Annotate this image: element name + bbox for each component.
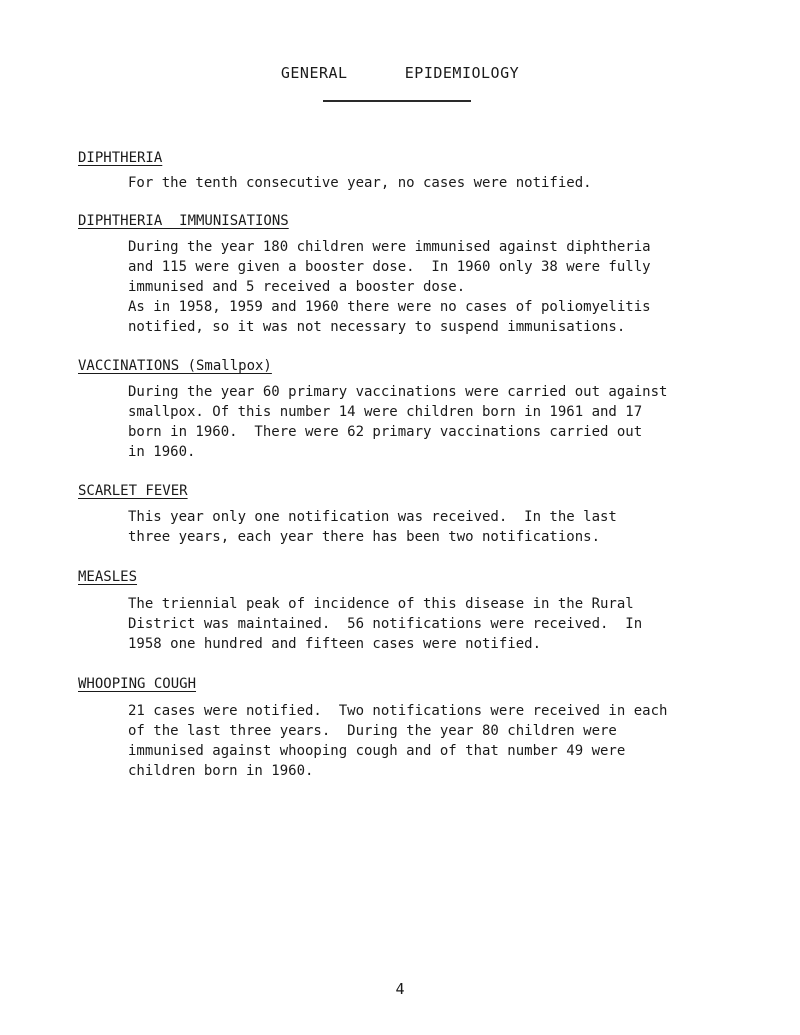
section-paragraph xyxy=(128,237,788,337)
paragraph-line: During the year 180 children were immunised against diphtheria xyxy=(128,239,651,255)
paragraph-line: three years, each year there has been two notifications. xyxy=(128,529,601,545)
paragraph-line: immunised against whooping cough and of that number 49 were xyxy=(128,743,626,759)
paragraph-line: For the tenth consecutive year, no cases were notified. xyxy=(128,175,592,191)
paragraph-line: 1958 one hundred and fifteen cases were notified. xyxy=(128,636,542,652)
section-heading: DIPHTHERIA IMMUNISATIONS xyxy=(78,213,289,229)
paragraph-line: of the last three years. During the year 80 children were xyxy=(128,723,617,739)
title-underline xyxy=(323,100,471,102)
section-heading: MEASLES xyxy=(78,569,138,585)
section-paragraph xyxy=(128,507,788,547)
paragraph-line: 21 cases were notified. Two notifications were received in each xyxy=(128,703,668,719)
paragraph-line: born in 1960. There were 62 primary vaccinations carried out xyxy=(128,424,643,440)
paragraph-line: As in 1958, 1959 and 1960 there were no cases of poliomyelitis xyxy=(128,299,651,315)
paragraph-line: in 1960. xyxy=(128,444,196,460)
page-title: GENERAL EPIDEMIOLOGY xyxy=(280,64,520,82)
section-paragraph xyxy=(128,173,788,193)
section-paragraph xyxy=(128,701,788,781)
paragraph-line: children born in 1960. xyxy=(128,763,314,779)
section-paragraph xyxy=(128,594,788,654)
paragraph-line: and 115 were given a booster dose. In 1960 only 38 were fully xyxy=(128,259,651,275)
section-heading: VACCINATIONS (Smallpox) xyxy=(78,358,272,374)
section-paragraph xyxy=(128,382,788,462)
section-heading: WHOOPING COUGH xyxy=(78,676,197,692)
section-heading: SCARLET FEVER xyxy=(78,483,188,499)
paragraph-line: The triennial peak of incidence of this disease in the Rural xyxy=(128,596,634,612)
paragraph-line: notified, so it was not necessary to suspend immunisations. xyxy=(128,319,626,335)
section-heading: DIPHTHERIA xyxy=(78,150,163,166)
page-number: 4 xyxy=(395,980,405,998)
paragraph-line: During the year 60 primary vaccinations were carried out against xyxy=(128,384,668,400)
paragraph-line: smallpox. Of this number 14 were children born in 1961 and 17 xyxy=(128,404,643,420)
paragraph-line: immunised and 5 received a booster dose. xyxy=(128,279,466,295)
paragraph-line: District was maintained. 56 notifications were received. In xyxy=(128,616,643,632)
paragraph-line: This year only one notification was received. In the last xyxy=(128,509,617,525)
